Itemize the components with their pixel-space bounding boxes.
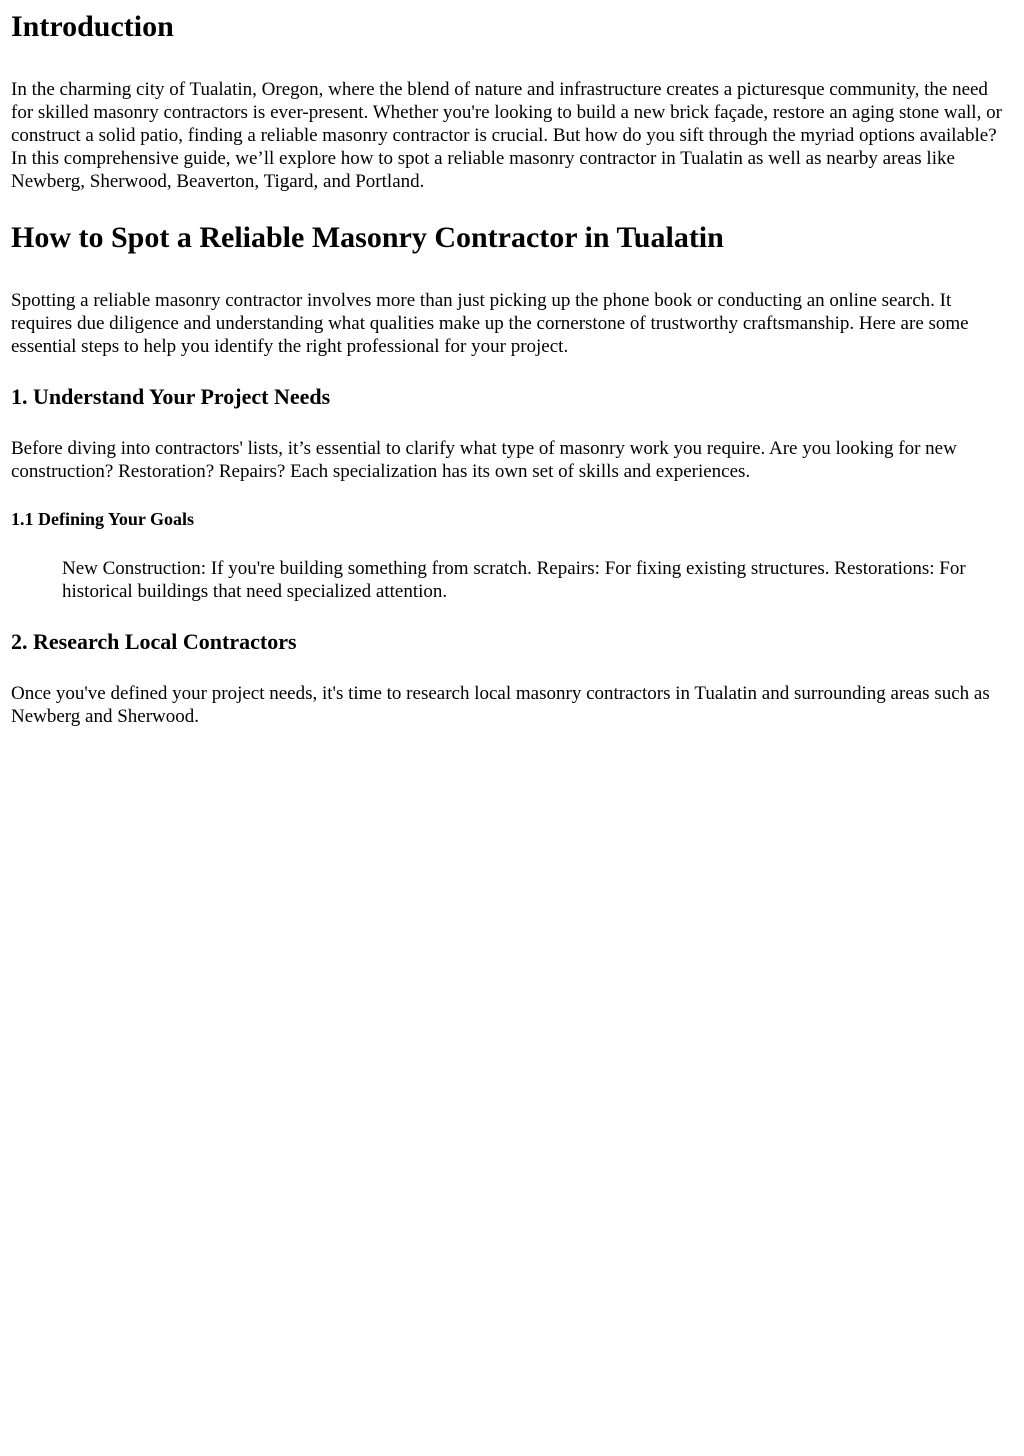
step2-heading: 2. Research Local Contractors [11, 629, 297, 654]
main-heading: How to Spot a Reliable Masonry Contractor in Tualatin [11, 221, 724, 254]
step1-heading: 1. Understand Your Project Needs [11, 384, 331, 409]
intro-paragraph: In the charming city of Tualatin, Oregon, where the blend of nature and infrastructure creates a picturesque community, the need for skilled masonry contractors is ever-present. Whether you're looking to build a new brick façade, restore an aging stone wall, or construct a solid patio, finding a reliable masonry contractor is crucial. But how do you sift through the myriad options available? In this comprehensive guide, we’ll explore how to spot a reliable masonry contractor in Tualatin as well as nearby areas like Newberg, Sherwood, Beaverton, Tigard, and Portland. [11, 79, 1002, 192]
step2-paragraph: Once you've defined your project needs, it's time to research local masonry contractors in Tualatin and surrounding areas such as Newberg and Sherwood. [11, 683, 990, 727]
goals-blockquote: New Construction: If you're building something from scratch. Repairs: For fixing existing structures. Restorations: For historical buildings that need specialized attention. [62, 558, 966, 602]
step1-paragraph: Before diving into contractors' lists, it’s essential to clarify what type of masonry work you require. Are you looking for new construction? Restoration? Repairs? Each specialization has its own set of skills and experiences. [11, 438, 957, 482]
intro-heading: Introduction [11, 10, 174, 43]
article [0, 10, 1024, 728]
step1-1-heading: 1.1 Defining Your Goals [11, 509, 195, 529]
main-paragraph: Spotting a reliable masonry contractor involves more than just picking up the phone book or conducting an online search. It requires due diligence and understanding what qualities make up the cornerstone of trustworthy craftsmanship. Here are some essential steps to help you identify the right professional for your project. [11, 290, 969, 357]
